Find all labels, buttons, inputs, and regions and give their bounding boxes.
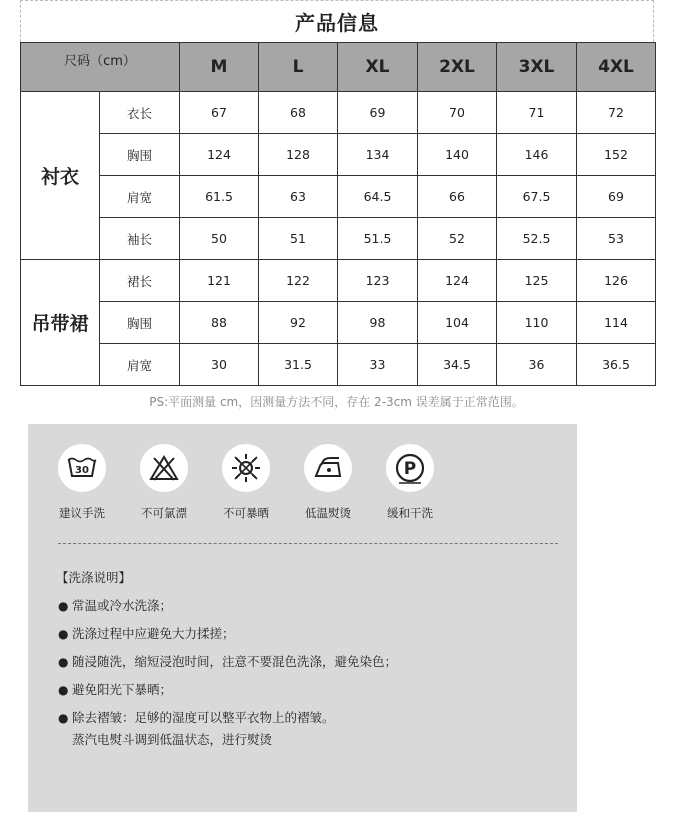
table-cell: 114 <box>577 302 656 344</box>
table-row <box>21 260 656 302</box>
bullet-icon: ● <box>58 711 69 725</box>
unit-header: 尺码（cm） <box>21 43 180 92</box>
table-row <box>21 92 656 134</box>
table-cell: 64.5 <box>338 176 418 218</box>
table-cell: 68 <box>259 92 338 134</box>
title-row <box>20 0 654 42</box>
table-row <box>21 344 656 386</box>
table-cell: 36 <box>497 344 577 386</box>
care-section-title: 【洗涤说明】 <box>56 570 132 585</box>
care-panel <box>28 424 577 812</box>
care-item-no-sun <box>214 444 296 521</box>
table-cell: 53 <box>577 218 656 260</box>
table-cell: 72 <box>577 92 656 134</box>
gentle-dry-clean-icon <box>386 444 434 492</box>
row-label: 衣长 <box>100 92 180 134</box>
hand-wash-30-icon <box>58 444 106 492</box>
list-item: ● 常温或冷水洗涤； <box>58 592 397 620</box>
care-item-dry-clean <box>378 444 460 521</box>
table-cell: 92 <box>259 302 338 344</box>
table-cell: 124 <box>180 134 259 176</box>
dashed-divider <box>58 543 558 544</box>
table-cell: 122 <box>259 260 338 302</box>
table-cell: 110 <box>497 302 577 344</box>
size-header: M <box>180 43 259 92</box>
table-row <box>21 176 656 218</box>
table-cell: 52.5 <box>497 218 577 260</box>
table-header-row <box>21 43 656 92</box>
table-cell: 126 <box>577 260 656 302</box>
care-instructions <box>58 592 397 732</box>
table-cell: 50 <box>180 218 259 260</box>
table-cell: 52 <box>418 218 497 260</box>
table-cell: 66 <box>418 176 497 218</box>
table-cell: 124 <box>418 260 497 302</box>
row-label: 裙长 <box>100 260 180 302</box>
table-cell: 146 <box>497 134 577 176</box>
care-icons <box>50 444 460 521</box>
table-cell: 134 <box>338 134 418 176</box>
row-label: 袖长 <box>100 218 180 260</box>
row-label: 肩宽 <box>100 344 180 386</box>
care-item-hand-wash <box>50 444 132 521</box>
no-bleach-icon <box>140 444 188 492</box>
bullet-icon: ● <box>58 683 69 697</box>
table-cell: 70 <box>418 92 497 134</box>
bullet-icon: ● <box>58 655 69 669</box>
row-label: 胸围 <box>100 134 180 176</box>
table-cell: 63 <box>259 176 338 218</box>
table-row <box>21 134 656 176</box>
table-cell: 36.5 <box>577 344 656 386</box>
size-header: 4XL <box>577 43 656 92</box>
group-label: 吊带裙 <box>21 260 100 386</box>
list-item: ● 随浸随洗，缩短浸泡时间，注意不要混色洗涤，避免染色； <box>58 648 397 676</box>
table-cell: 33 <box>338 344 418 386</box>
svg-text:P: P <box>403 459 417 479</box>
list-item: ● 除去褶皱：足够的湿度可以整平衣物上的褶皱。 <box>58 704 397 732</box>
table-cell: 51.5 <box>338 218 418 260</box>
table-cell: 34.5 <box>418 344 497 386</box>
care-label: 不可暴晒 <box>223 506 269 520</box>
size-header: L <box>259 43 338 92</box>
table-cell: 30 <box>180 344 259 386</box>
care-label: 建议手洗 <box>59 506 105 520</box>
table-cell: 67.5 <box>497 176 577 218</box>
care-label: 缓和干洗 <box>387 506 433 520</box>
table-cell: 104 <box>418 302 497 344</box>
table-cell: 71 <box>497 92 577 134</box>
instruction-continuation: 蒸汽电熨斗调到低温状态，进行熨烫 <box>72 732 273 747</box>
table-cell: 125 <box>497 260 577 302</box>
table-cell: 98 <box>338 302 418 344</box>
row-label: 胸围 <box>100 302 180 344</box>
table-row <box>21 302 656 344</box>
table-row <box>21 218 656 260</box>
care-item-no-bleach <box>132 444 214 521</box>
care-item-low-iron <box>296 444 378 521</box>
no-sun-dry-icon <box>222 444 270 492</box>
size-table <box>20 42 656 386</box>
size-header: 2XL <box>418 43 497 92</box>
size-header: 3XL <box>497 43 577 92</box>
table-cell: 121 <box>180 260 259 302</box>
table-cell: 69 <box>577 176 656 218</box>
care-label: 不可氯漂 <box>141 506 187 520</box>
list-item: ● 洗涤过程中应避免大力揉搓； <box>58 620 397 648</box>
group-label: 衬衣 <box>21 92 100 260</box>
list-item: ● 避免阳光下暴晒； <box>58 676 397 704</box>
svg-text:30: 30 <box>75 465 89 476</box>
low-iron-icon <box>304 444 352 492</box>
table-cell: 69 <box>338 92 418 134</box>
table-cell: 88 <box>180 302 259 344</box>
bullet-icon: ● <box>58 599 69 613</box>
size-header: XL <box>338 43 418 92</box>
measurement-note: PS:平面测量 cm，因测量方法不同，存在 2-3cm 误差属于正常范围。 <box>149 395 524 409</box>
bullet-icon: ● <box>58 627 69 641</box>
page-title: 产品信息 <box>295 11 379 35</box>
table-cell: 51 <box>259 218 338 260</box>
table-cell: 140 <box>418 134 497 176</box>
table-cell: 123 <box>338 260 418 302</box>
table-cell: 152 <box>577 134 656 176</box>
row-label: 肩宽 <box>100 176 180 218</box>
table-cell: 61.5 <box>180 176 259 218</box>
table-cell: 67 <box>180 92 259 134</box>
table-cell: 31.5 <box>259 344 338 386</box>
table-cell: 128 <box>259 134 338 176</box>
care-label: 低温熨烫 <box>305 506 351 520</box>
